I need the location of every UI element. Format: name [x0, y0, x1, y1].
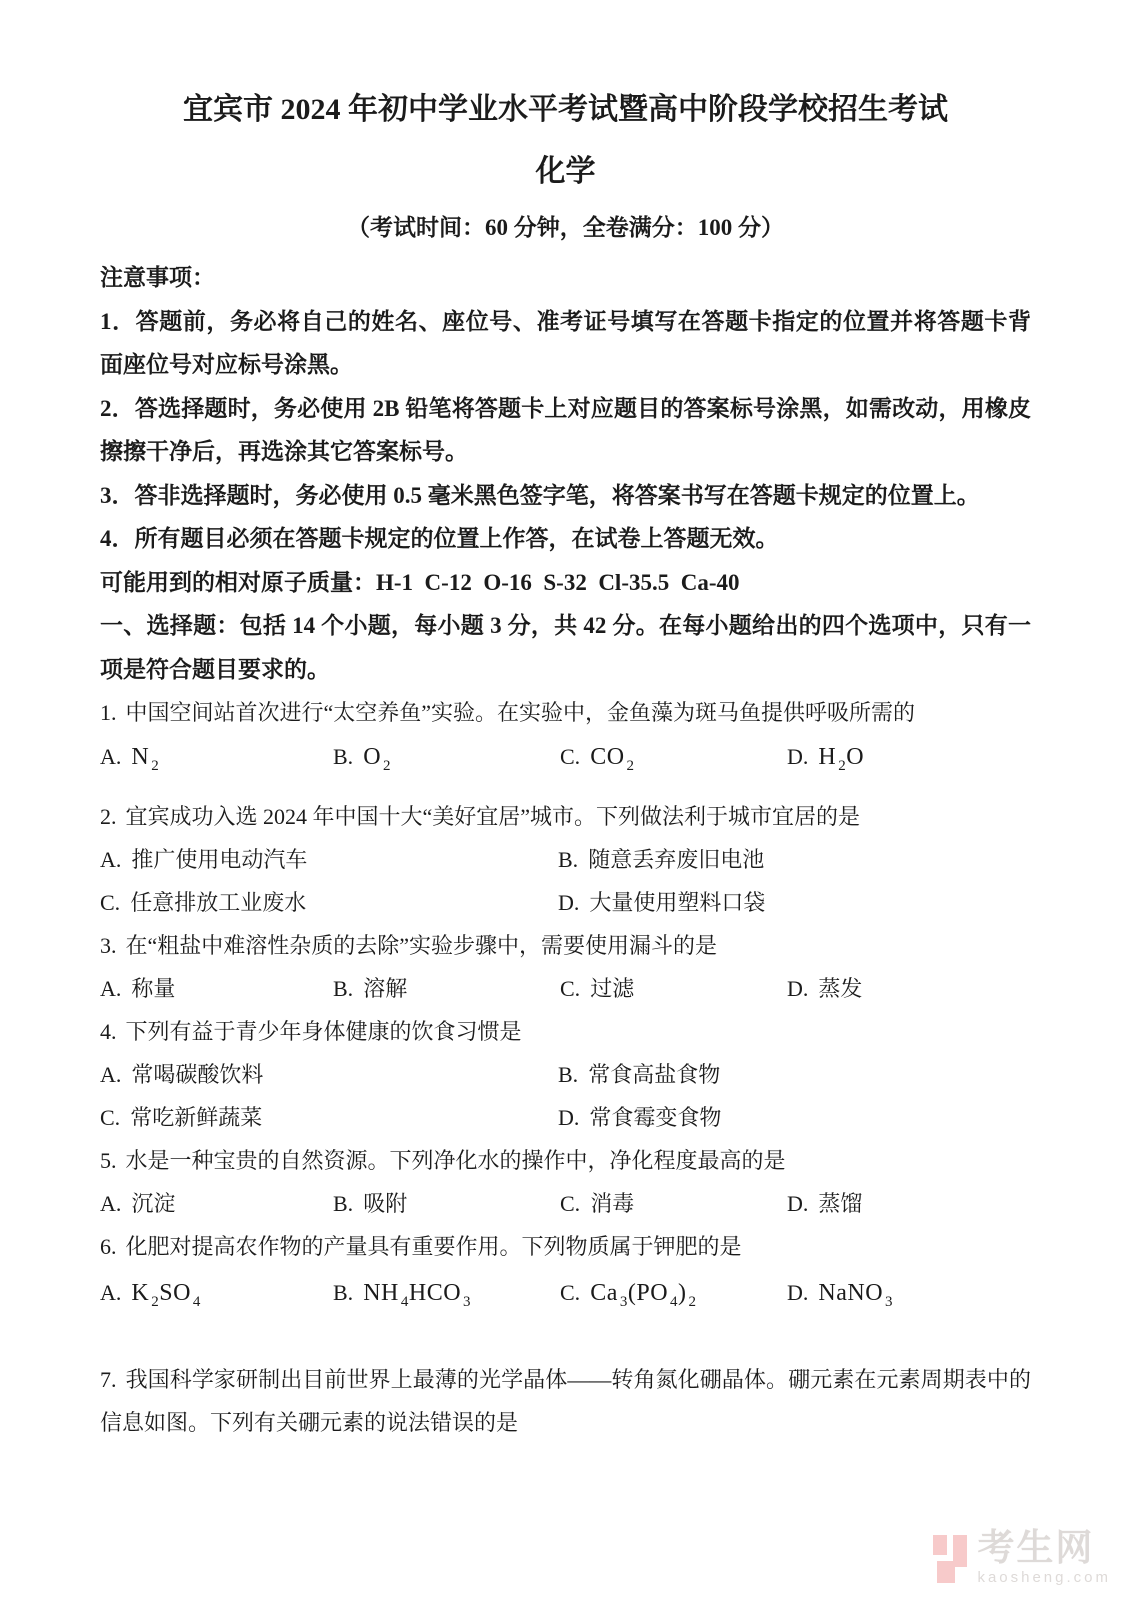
watermark: [933, 1530, 1111, 1586]
option-text: 推广使用电动汽车: [131, 847, 308, 872]
question-text: 2. 宜宾成功入选 2024 年中国十大“美好宜居”城市。下列做法利于城市宜居的是: [100, 804, 861, 829]
question-text: 7. 我国科学家研制出目前世界上最薄的光学晶体——转角氮化硼晶体。硼元素在元素周期表中的信息如图。下列有关硼元素的说法错误的是: [100, 1367, 1031, 1435]
option-a: [100, 1053, 558, 1096]
option-formula: NH $_4$HCO $_3$: [363, 1280, 472, 1310]
page-title: 宜宾市 2024 年初中学业水平考试暨高中阶段学校招生考试: [183, 93, 948, 126]
option-formula: O $_2$: [363, 744, 392, 774]
question-6: [100, 1225, 1031, 1318]
watermark-domain-text: kaosheng.com: [977, 1569, 1111, 1586]
question-number: 6.: [100, 1234, 117, 1259]
option-text: 随意丢弃废旧电池: [588, 847, 765, 872]
option-label: A.: [100, 1280, 122, 1305]
option-a: [100, 967, 333, 1010]
option-formula: CO $_2$: [590, 744, 635, 774]
option-label: D.: [558, 890, 580, 915]
subject-title: 化学: [535, 155, 596, 188]
kaosheng-logo-icon: [933, 1535, 967, 1583]
option-label: B.: [333, 1191, 354, 1216]
option-a: [100, 735, 333, 779]
question-text: 3. 在“粗盐中难溶性杂质的去除”实验步骤中，需要使用漏斗的是: [100, 933, 718, 958]
option-d: [787, 735, 1031, 779]
option-c: [100, 881, 558, 924]
option-d: [558, 881, 1031, 924]
option-d: [787, 967, 1031, 1010]
notice-item: 3．答非选择题时，务必使用 0.5 毫米黑色签字笔，将答案书写在答题卡规定的位置上。: [100, 482, 980, 508]
option-text: 消毒: [590, 1191, 635, 1216]
option-label: B.: [333, 1280, 354, 1305]
notice-heading: 注意事项：: [100, 265, 215, 290]
option-a: [100, 1271, 333, 1315]
option-row: [100, 838, 1031, 924]
option-text: 过滤: [590, 976, 635, 1001]
option-label: C.: [100, 890, 121, 915]
option-label: A.: [100, 976, 122, 1001]
option-text: 吸附: [363, 1191, 408, 1216]
option-text: 常喝碳酸饮料: [131, 1062, 264, 1087]
question-text: 1. 中国空间站首次进行“太空养鱼”实验。在实验中，金鱼藻为斑马鱼提供呼吸所需的: [100, 700, 916, 725]
option-label: C.: [560, 976, 581, 1001]
option-b: [333, 735, 560, 779]
question-number: 5.: [100, 1148, 117, 1173]
option-b: [558, 838, 1031, 881]
question-number: 2.: [100, 804, 117, 829]
section-heading: 一、选择题：包括 14 个小题，每小题 3 分，共 42 分。在每小题给出的四个选项中，只有一项是符合题目要求的。: [100, 613, 1031, 682]
option-row: [100, 967, 1031, 1010]
option-b: [333, 967, 560, 1010]
option-formula: N $_2$: [131, 744, 160, 774]
option-b: [333, 1271, 560, 1315]
option-label: A.: [100, 847, 122, 872]
option-formula: Ca $_3$(PO $_4$) $_2$: [590, 1280, 697, 1310]
watermark-brand-text: 考生网: [977, 1528, 1095, 1569]
option-c: [560, 1182, 787, 1225]
question-list: [100, 691, 1031, 1444]
option-label: C.: [560, 1191, 581, 1216]
option-text: 常食高盐食物: [588, 1062, 721, 1087]
question-7: [100, 1358, 1031, 1444]
option-text: 蒸馏: [818, 1191, 863, 1216]
option-label: B.: [333, 976, 354, 1001]
question-number: 7.: [100, 1367, 117, 1392]
option-formula: H $_2$O: [818, 744, 865, 774]
option-label: D.: [787, 744, 809, 769]
option-text: 常吃新鲜蔬菜: [130, 1105, 263, 1130]
option-label: B.: [333, 744, 354, 769]
option-label: D.: [787, 1280, 809, 1305]
notice-item: 1．答题前，务必将自己的姓名、座位号、准考证号填写在答题卡指定的位置并将答题卡背面座位号对应标号涂黑。: [100, 308, 1031, 377]
option-label: B.: [558, 1062, 579, 1087]
option-c: [560, 735, 787, 779]
atomic-mass-line: 可能用到的相对原子质量：H-1 C-12 O-16 S-32 Cl-35.5 Ca-40: [100, 569, 740, 595]
exam-info-line: （考试时间：60 分钟，全卷满分：100 分）: [347, 215, 784, 240]
question-2: [100, 795, 1031, 924]
option-label: B.: [558, 847, 579, 872]
option-b: [333, 1182, 560, 1225]
option-label: A.: [100, 744, 122, 769]
option-row: [100, 1182, 1031, 1225]
watermark-text: [977, 1530, 1111, 1586]
option-text: 常食霉变食物: [589, 1105, 722, 1130]
option-label: C.: [560, 744, 581, 769]
option-label: C.: [560, 1280, 581, 1305]
question-text: 6. 化肥对提高农作物的产量具有重要作用。下列物质属于钾肥的是: [100, 1234, 742, 1259]
option-c: [560, 1271, 787, 1315]
front-matter: [100, 256, 1031, 691]
option-text: 任意排放工业废水: [130, 890, 307, 915]
option-text: 大量使用塑料口袋: [589, 890, 766, 915]
option-row: [100, 1268, 1031, 1318]
option-c: [560, 967, 787, 1010]
option-a: [100, 838, 558, 881]
option-d: [787, 1271, 1031, 1315]
option-text: 沉淀: [131, 1191, 176, 1216]
option-d: [558, 1096, 1031, 1139]
option-a: [100, 1182, 333, 1225]
option-row: [100, 1053, 1031, 1139]
option-formula: K $_2$SO $_4$: [131, 1280, 201, 1310]
option-label: D.: [787, 1191, 809, 1216]
option-text: 溶解: [363, 976, 408, 1001]
question-number: 3.: [100, 933, 117, 958]
option-b: [558, 1053, 1031, 1096]
question-number: 4.: [100, 1019, 117, 1044]
question-text: 5. 水是一种宝贵的自然资源。下列净化水的操作中，净化程度最高的是: [100, 1148, 786, 1173]
question-text: 4. 下列有益于青少年身体健康的饮食习惯是: [100, 1019, 522, 1044]
question-number: 1.: [100, 700, 117, 725]
notice-item: 4．所有题目必须在答题卡规定的位置上作答，在试卷上答题无效。: [100, 526, 779, 551]
question-5: [100, 1139, 1031, 1225]
option-text: 称量: [131, 976, 176, 1001]
question-1: [100, 691, 1031, 780]
option-formula: NaNO $_3$: [818, 1280, 894, 1310]
option-text: 蒸发: [818, 976, 863, 1001]
notice-item: 2．答选择题时，务必使用 2B 铅笔将答题卡上对应题目的答案标号涂黑，如需改动，用橡皮擦擦干净后，再选涂其它答案标号。: [100, 395, 1031, 464]
option-label: D.: [787, 976, 809, 1001]
option-label: C.: [100, 1105, 121, 1130]
question-4: [100, 1010, 1031, 1139]
option-c: [100, 1096, 558, 1139]
question-3: [100, 924, 1031, 1010]
option-label: D.: [558, 1105, 580, 1130]
option-label: A.: [100, 1191, 122, 1216]
option-d: [787, 1182, 1031, 1225]
option-row: [100, 734, 1031, 780]
option-label: A.: [100, 1062, 122, 1087]
